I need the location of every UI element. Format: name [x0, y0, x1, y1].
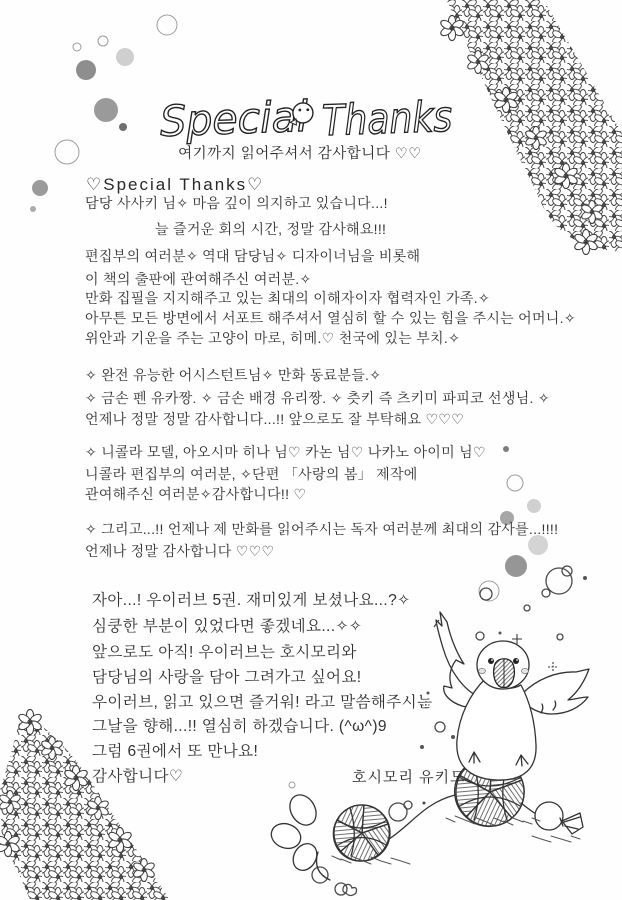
thanks-line: 편집부의 여러분✧ 역대 담당님✧ 디자이너님을 비롯해	[85, 248, 421, 264]
author-signature: 호시모리 유키모	[352, 769, 466, 786]
afterword-line: 그날을 향해...!! 열심히 하겠습니다. (^ω^)9	[92, 718, 387, 735]
thanks-line: 니콜라 편집부의 여러분, ✧단편 「사랑의 봄」 제작에	[85, 466, 418, 482]
thanks-line: ✧ 니콜라 모델, 아오시마 히나 님♡ 카논 님♡ 나카노 아이미 님♡	[85, 444, 486, 460]
thanks-line: 언제나 정말 정말 감사합니다...!! 앞으로도 잘 부탁해요 ♡♡♡	[85, 411, 465, 427]
right-wing	[523, 669, 589, 714]
flower-lace-bottom-left	[0, 709, 170, 900]
yarn-string	[389, 795, 455, 839]
afterword-line: 감사합니다♡	[92, 768, 184, 785]
yarn-ball-small	[333, 805, 390, 861]
title-word-thanks: Thanks	[321, 90, 474, 146]
title-subtitle: 여기까지 읽어주셔서 감사합니다 ♡♡	[178, 146, 422, 162]
thanks-line: 위안과 기운을 주는 고양이 마로, 히메.♡ 천국에 있는 부치.✧	[85, 330, 461, 346]
thanks-line: 언제나 정말 감사합니다 ♡♡♡	[85, 543, 275, 559]
left-wing	[436, 612, 479, 707]
thanks-line: 늘 즐거운 회의 시간, 정말 감사해요!!!	[155, 221, 387, 237]
flower-lace-top-right	[439, 0, 622, 255]
section-heading: ♡Special Thanks♡	[86, 175, 265, 194]
afterword-line: 그럼 6권에서 또 만나요!	[92, 743, 259, 760]
thanks-line: ✧ 그리고...!! 언제나 제 만화를 읽어주시는 독자 여러분께 최대의 감사를...!!!!	[85, 521, 559, 537]
afterword-line: 담당님의 사랑을 담아 그려가고 싶어요!	[92, 669, 362, 686]
thanks-line: 아무튼 모든 방면에서 서포트 해주셔서 열심히 할 수 있는 힘을 주시는 어머니.✧	[85, 310, 576, 326]
title-word-special: Special	[159, 91, 313, 146]
thanks-line: ✧ 완전 유능한 어시스턴트님✧ 만화 동료분들.✧	[85, 367, 382, 383]
afterword-line: 심쿵한 부분이 있었다면 좋겠네요...✧✧	[92, 618, 363, 635]
afterword-line: 자아...! 우이러브 5권. 재미있게 보셨나요...?✧	[92, 592, 411, 609]
thanks-line: 관여해주신 여러분✧감사합니다!! ♡	[85, 486, 307, 502]
thanks-line: ✧ 금손 펜 유카짱. ✧ 금손 배경 유리짱. ✧ 츳키 즉 츠키미 파피코 선생님. ✧	[85, 390, 550, 406]
java-sparrow	[436, 612, 589, 780]
thanks-line: 만화 집필을 지지해주고 있는 최대의 이해자이자 협력자인 가족.✧	[85, 290, 490, 306]
bell-toy	[521, 802, 583, 834]
afterword-line: 우이러브, 읽고 있으면 즐거워! 라고 말씀해주시는	[92, 694, 433, 711]
thanks-line: 이 책의 출판에 관여해주신 여러분.✧	[85, 271, 312, 287]
afterword-line: 앞으로도 아직! 우이러브는 호시모리와	[92, 644, 357, 661]
thanks-line: 담당 사사키 님✧ 마음 깊이 의지하고 있습니다...!	[85, 195, 388, 211]
